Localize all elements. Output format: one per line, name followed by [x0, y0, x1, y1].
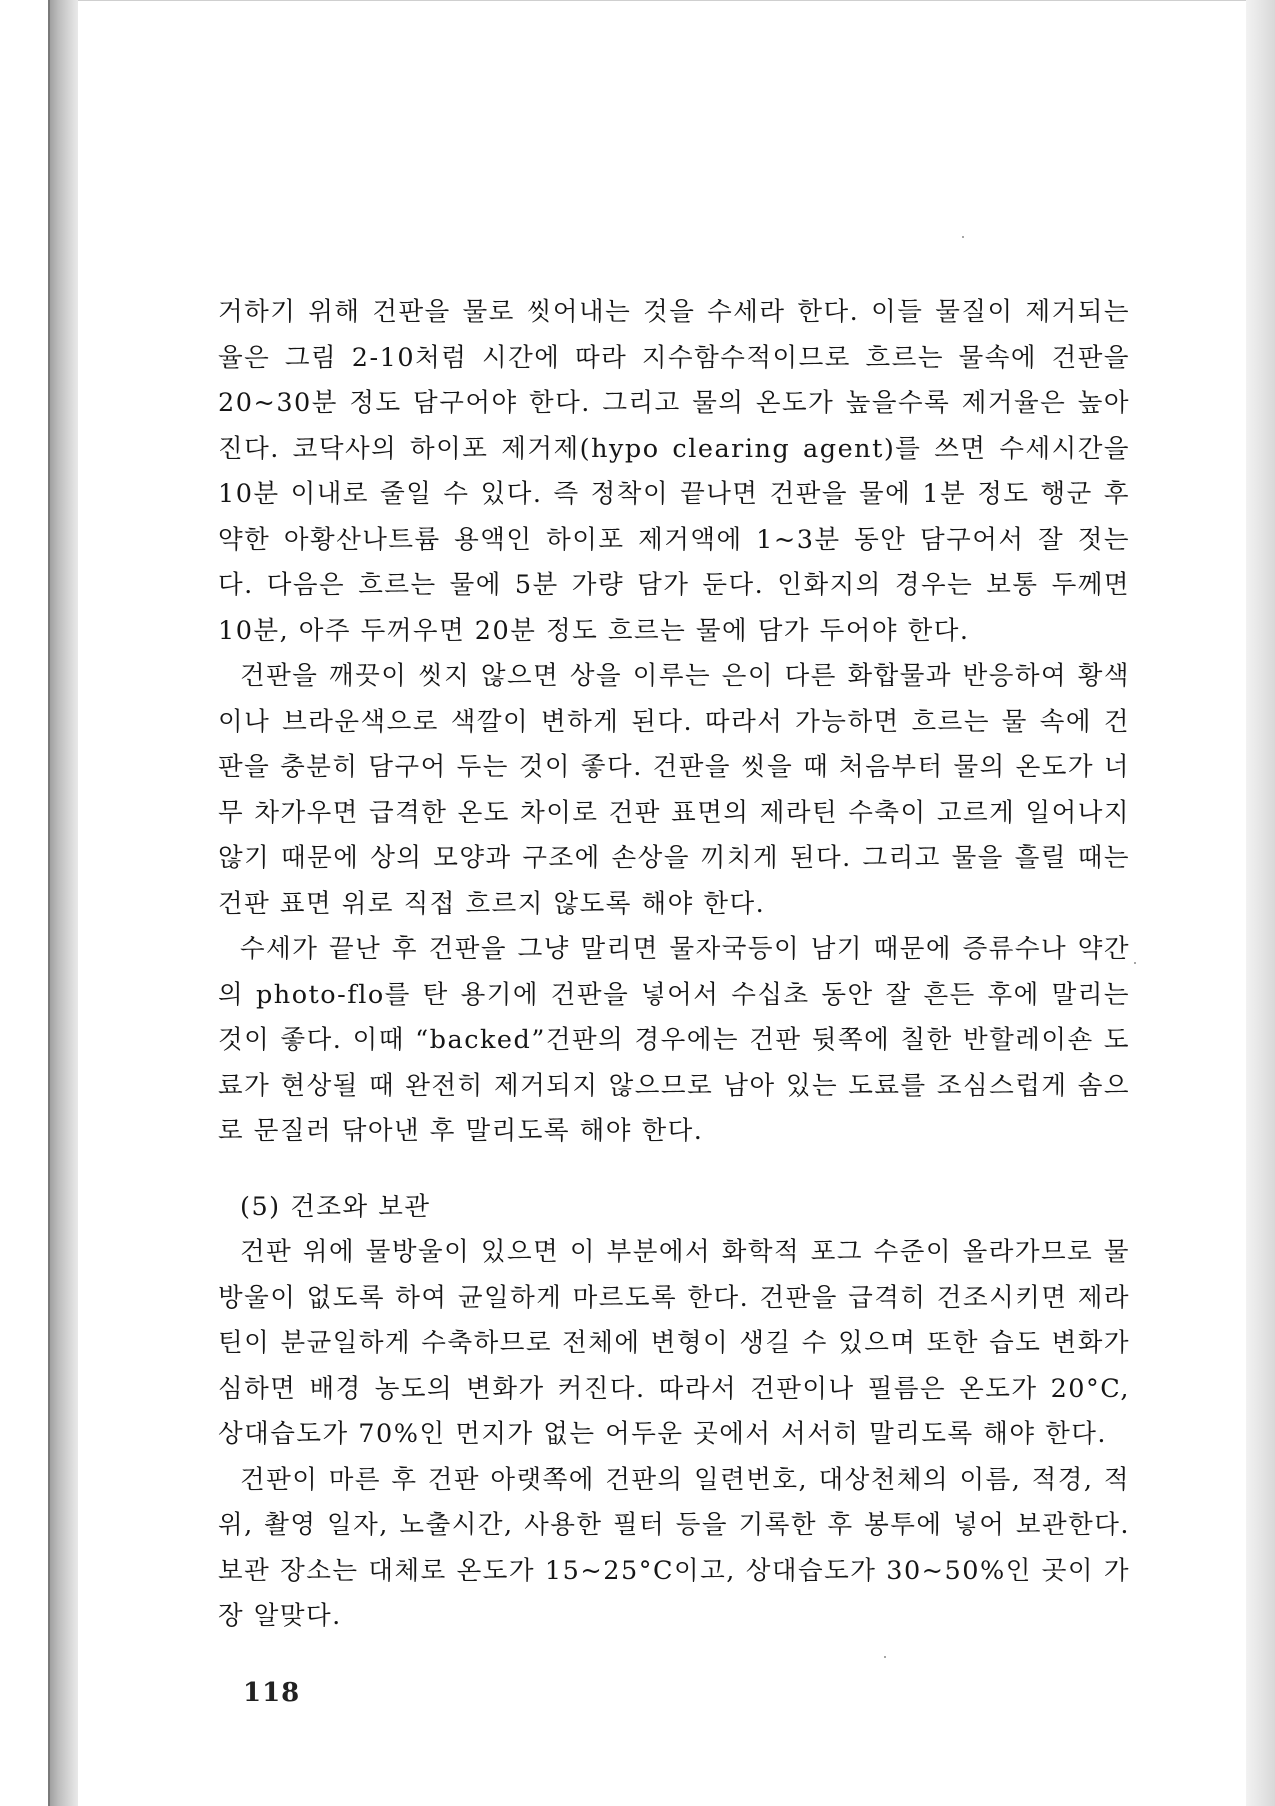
paragraph-1: 거하기 위해 건판을 물로 씻어내는 것을 수세라 한다. 이들 물질이 제거되는 율은 그림 2-10처럼 시간에 따라 지수함수적이므로 흐르는 물속에 건판을 20~30분 정도 담구어야 한다. 그리고 물의 온도가 높을수록 제거율은 높아진다. 코닥사의 하이포 제거제(hypo clearing agent)를 쓰면 수세시간을 10분 이내로 줄일 수 있다. 즉 정착이 끝나면 건판을 물에 1분 정도 행군 후 약한 아황산나트륨 용액인 하이포 제거액에 1~3분 동안 담구어서 잘 젓는다. 다음은 흐르는 물에 5분 가량 담가 둔다. 인화지의 경우는 보통 두께면 10분, 아주 두꺼우면 20분 정도 흐르는 물에 담가 두어야 한다.	[218, 297, 1130, 646]
section-paragraph-2: 건판이 마른 후 건판 아랫쪽에 건판의 일련번호, 대상천체의 이름, 적경, 적위, 촬영 일자, 노출시간, 사용한 필터 등을 기록한 후 봉투에 넣어 보관한다. 보관 장소는 대체로 온도가 15~25°C이고, 상대습도가 30~50%인 곳이 가장 알맞다.	[218, 1464, 1130, 1631]
body-text	[218, 290, 1130, 1640]
right-page-shadow	[1246, 0, 1275, 1806]
section-paragraph-1: 건판 위에 물방울이 있으면 이 부분에서 화학적 포그 수준이 올라가므로 물방울이 없도록 하여 균일하게 마르도록 한다. 건판을 급격히 건조시키면 제라틴이 분균일하게 수축하므로 전체에 변형이 생길 수 있으며 또한 습도 변화가 심하면 배경 농도의 변화가 커진다. 따라서 건판이나 필름은 온도가 20°C, 상대습도가 70%인 먼지가 없는 어두운 곳에서 서서히 말리도록 해야 한다.	[218, 1237, 1130, 1449]
scan-speck	[962, 236, 964, 238]
page-number: 118	[243, 1678, 301, 1708]
paragraph-3: 수세가 끝난 후 건판을 그냥 말리면 물자국등이 남기 때문에 증류수나 약간의 photo-flo를 탄 용기에 건판을 넣어서 수십초 동안 잘 흔든 후에 말리는 것이 좋다. 이때 “backed”건판의 경우에는 건판 뒷쪽에 칠한 반할레이숀 도료가 현상될 때 완전히 제거되지 않으므로 남아 있는 도료를 조심스럽게 솜으로 문질러 닦아낸 후 말리도록 해야 한다.	[218, 934, 1130, 1146]
book-spine	[48, 0, 78, 1806]
scan-speck	[884, 1656, 886, 1658]
scan-speck	[1134, 962, 1136, 964]
section-heading: (5) 건조와 보관	[240, 1191, 431, 1222]
spine-edge-line	[48, 0, 50, 1806]
paragraph-2: 건판을 깨끗이 씻지 않으면 상을 이루는 은이 다른 화합물과 반응하여 황색이나 브라운색으로 색깔이 변하게 된다. 따라서 가능하면 흐르는 물 속에 건판을 충분히 담구어 두는 것이 좋다. 건판을 씻을 때 처음부터 물의 온도가 너무 차가우면 급격한 온도 차이로 건판 표면의 제라틴 수축이 고르게 일어나지 않기 때문에 상의 모양과 구조에 손상을 끼치게 된다. 그리고 물을 흘릴 때는 건판 표면 위로 직접 흐르지 않도록 해야 한다.	[218, 661, 1130, 919]
